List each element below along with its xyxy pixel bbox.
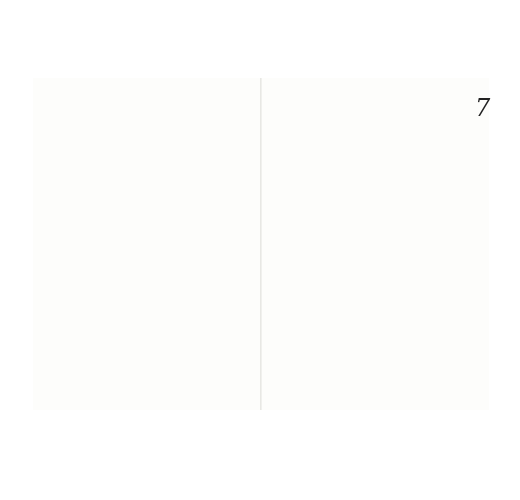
right-page-text (275, 96, 468, 392)
page-gutter (260, 78, 262, 410)
chapter-number: 7 (475, 94, 491, 122)
left-page-text (48, 96, 247, 392)
book-spread (33, 78, 489, 410)
